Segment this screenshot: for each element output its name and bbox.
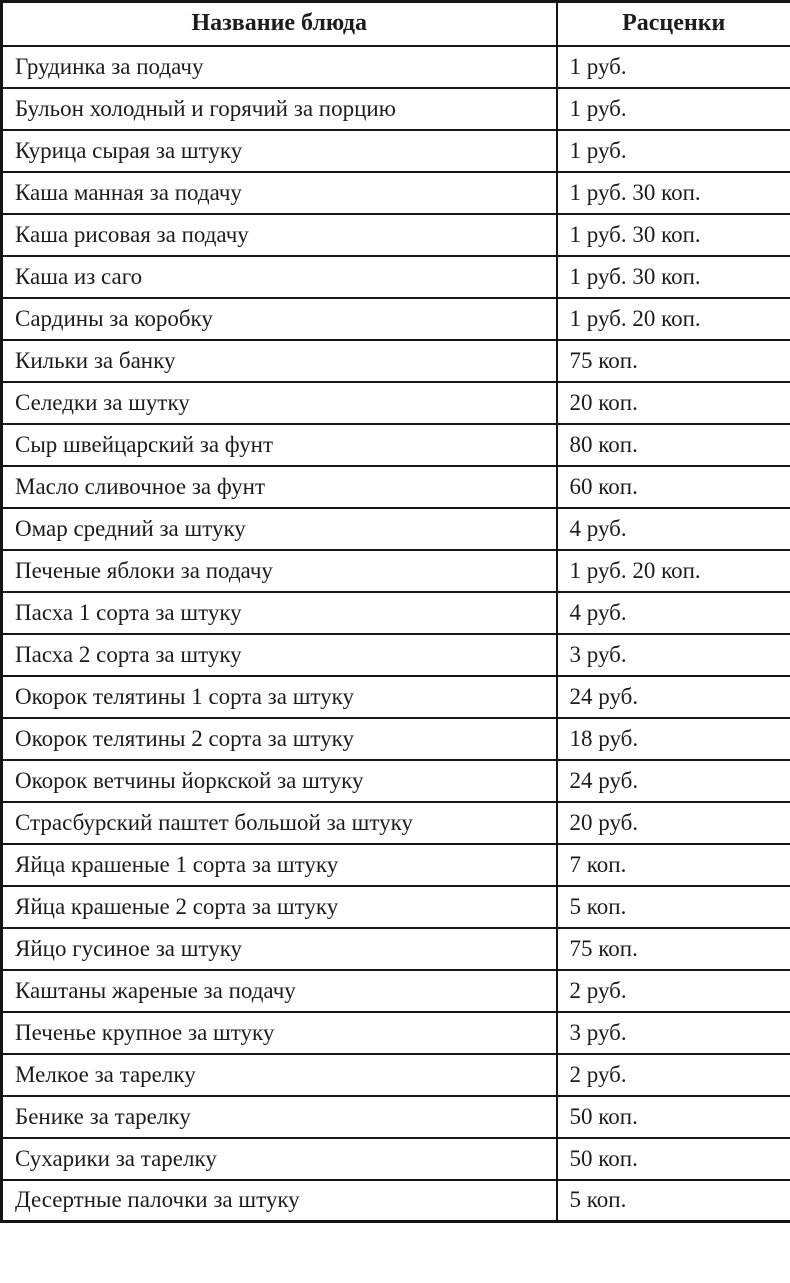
price-cell: 20 коп.: [557, 382, 790, 424]
dish-name-cell: Бенике за тарелку: [2, 1096, 557, 1138]
price-cell: 5 коп.: [557, 886, 790, 928]
table-row: [2, 130, 790, 172]
dish-name-cell: Сыр швейцарский за фунт: [2, 424, 557, 466]
price-cell: 80 коп.: [557, 424, 790, 466]
dish-name-cell: Десертные палочки за штуку: [2, 1180, 557, 1222]
dish-name-cell: Омар средний за штуку: [2, 508, 557, 550]
dish-name-cell: Окорок телятины 1 сорта за штуку: [2, 676, 557, 718]
price-cell: 3 руб.: [557, 634, 790, 676]
price-cell: 1 руб. 20 коп.: [557, 550, 790, 592]
dish-name-cell: Окорок ветчины йоркской за штуку: [2, 760, 557, 802]
price-cell: 7 коп.: [557, 844, 790, 886]
price-cell: 1 руб. 30 коп.: [557, 256, 790, 298]
dish-name-cell: Кильки за банку: [2, 340, 557, 382]
table-row: [2, 718, 790, 760]
price-cell: 1 руб.: [557, 88, 790, 130]
price-cell: 24 руб.: [557, 760, 790, 802]
table-row: [2, 1180, 790, 1222]
price-table-header: [2, 2, 790, 46]
table-row: [2, 382, 790, 424]
table-row: [2, 550, 790, 592]
table-row: [2, 802, 790, 844]
dish-name-cell: Страсбурский паштет большой за штуку: [2, 802, 557, 844]
price-cell: 1 руб.: [557, 46, 790, 88]
dish-name-cell: Яйцо гусиное за штуку: [2, 928, 557, 970]
price-cell: 75 коп.: [557, 340, 790, 382]
dish-name-cell: Сухарики за тарелку: [2, 1138, 557, 1180]
dish-name-cell: Каша из саго: [2, 256, 557, 298]
table-row: [2, 1096, 790, 1138]
table-row: [2, 298, 790, 340]
price-cell: 50 коп.: [557, 1096, 790, 1138]
dish-name-cell: Пасха 1 сорта за штуку: [2, 592, 557, 634]
dish-name-cell: Печенье крупное за штуку: [2, 1012, 557, 1054]
table-row: [2, 214, 790, 256]
table-row: [2, 886, 790, 928]
dish-name-cell: Масло сливочное за фунт: [2, 466, 557, 508]
dish-name-cell: Мелкое за тарелку: [2, 1054, 557, 1096]
price-cell: 1 руб. 30 коп.: [557, 214, 790, 256]
dish-name-cell: Селедки за шутку: [2, 382, 557, 424]
dish-name-cell: Каша рисовая за подачу: [2, 214, 557, 256]
column-header-dish-name: Название блюда: [2, 2, 557, 46]
dish-name-cell: Курица сырая за штуку: [2, 130, 557, 172]
table-row: [2, 844, 790, 886]
dish-name-cell: Сардины за коробку: [2, 298, 557, 340]
table-row: [2, 970, 790, 1012]
dish-name-cell: Бульон холодный и горячий за порцию: [2, 88, 557, 130]
price-table-body: [2, 46, 790, 1222]
table-row: [2, 634, 790, 676]
dish-name-cell: Грудинка за подачу: [2, 46, 557, 88]
price-cell: 20 руб.: [557, 802, 790, 844]
price-cell: 75 коп.: [557, 928, 790, 970]
dish-name-cell: Каштаны жареные за подачу: [2, 970, 557, 1012]
table-row: [2, 592, 790, 634]
price-cell: 18 руб.: [557, 718, 790, 760]
table-row: [2, 256, 790, 298]
table-row: [2, 676, 790, 718]
price-cell: 50 коп.: [557, 1138, 790, 1180]
header-row: [2, 2, 790, 46]
price-cell: 2 руб.: [557, 1054, 790, 1096]
price-cell: 24 руб.: [557, 676, 790, 718]
dish-name-cell: Яйца крашеные 2 сорта за штуку: [2, 886, 557, 928]
table-row: [2, 172, 790, 214]
table-row: [2, 340, 790, 382]
table-row: [2, 1054, 790, 1096]
price-cell: 1 руб. 20 коп.: [557, 298, 790, 340]
table-row: [2, 928, 790, 970]
price-cell: 1 руб. 30 коп.: [557, 172, 790, 214]
price-cell: 5 коп.: [557, 1180, 790, 1222]
price-cell: 4 руб.: [557, 592, 790, 634]
price-cell: 3 руб.: [557, 1012, 790, 1054]
dish-name-cell: Печеные яблоки за подачу: [2, 550, 557, 592]
dish-name-cell: Окорок телятины 2 сорта за штуку: [2, 718, 557, 760]
table-row: [2, 1012, 790, 1054]
table-row: [2, 46, 790, 88]
table-row: [2, 88, 790, 130]
table-row: [2, 508, 790, 550]
price-cell: 2 руб.: [557, 970, 790, 1012]
dish-name-cell: Яйца крашеные 1 сорта за штуку: [2, 844, 557, 886]
table-row: [2, 466, 790, 508]
column-header-price: Расценки: [557, 2, 790, 46]
dish-name-cell: Пасха 2 сорта за штуку: [2, 634, 557, 676]
table-row: [2, 424, 790, 466]
price-cell: 60 коп.: [557, 466, 790, 508]
table-row: [2, 1138, 790, 1180]
dish-name-cell: Каша манная за подачу: [2, 172, 557, 214]
price-cell: 1 руб.: [557, 130, 790, 172]
price-cell: 4 руб.: [557, 508, 790, 550]
table-row: [2, 760, 790, 802]
